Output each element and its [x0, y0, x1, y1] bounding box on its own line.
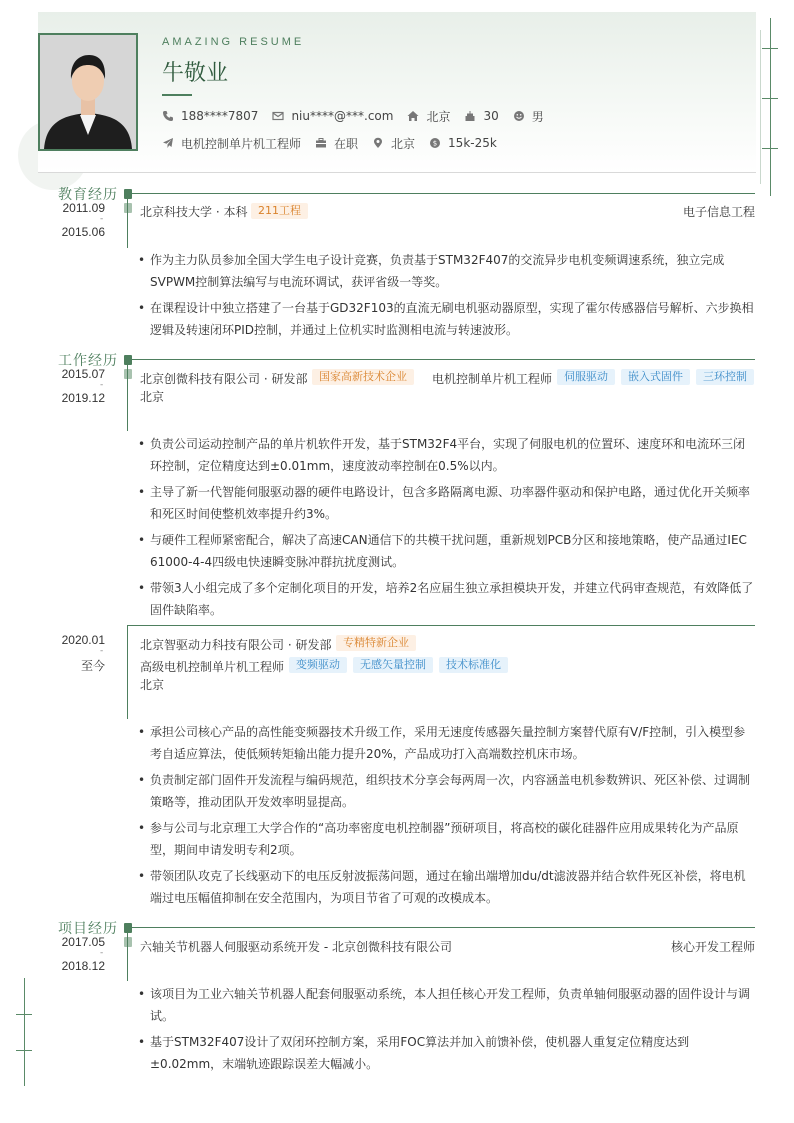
work1-skill-tag: 伺服驱动	[557, 369, 615, 385]
work1-end-date: 2019.12	[61, 391, 105, 405]
work2-bullets	[138, 721, 756, 913]
section-line	[128, 927, 755, 928]
work2-skill-tag: 技术标准化	[439, 657, 508, 673]
entry-vertical-line	[127, 927, 128, 981]
brand-text: AMAZING RESUME	[162, 36, 305, 48]
section-title-projects: 项目经历	[58, 921, 118, 937]
work2-skill-tag: 无感矢量控制	[353, 657, 433, 673]
edu-end-date: 2015.06	[61, 225, 105, 239]
proj-start-date: 2017.05	[61, 935, 105, 949]
profile-photo	[38, 33, 138, 151]
age-text: 30	[483, 109, 499, 123]
work2-company-tag: 专精特新企业	[336, 635, 416, 651]
work2-start-date: 2020.01	[61, 633, 105, 647]
section-marker	[124, 189, 132, 199]
list-item: • 在课程设计中独立搭建了一台基于GD32F103的直流无刷电机驱动器原型，实现了霍尔传感器信号解析、六步换相逻辑及转速闭环PID控制，并通过上位机实时监测相电流与转速波形。	[138, 297, 756, 341]
contact-row	[162, 107, 558, 125]
proj-name: 六轴关节机器人伺服驱动系统开发 - 北京创微科技有限公司	[140, 940, 452, 954]
gender-text: 男	[531, 109, 544, 124]
list-item: • 带领3人小组完成了多个定制化项目的开发，培养2名应届生独立承担模块开发，并建立代码审查规范，有效降低了固件缺陷率。	[138, 577, 756, 621]
proj-bullets	[138, 983, 756, 1079]
proj-end-date: 2018.12	[61, 959, 105, 973]
proj-role: 核心开发工程师	[670, 940, 755, 954]
decorative-line	[770, 18, 771, 196]
edu-school: 北京科技大学 · 本科	[140, 205, 248, 219]
location-pin-icon	[372, 137, 384, 149]
date-separator: -	[100, 646, 104, 656]
work1-bullets	[138, 433, 756, 625]
svg-text:$: $	[432, 139, 438, 148]
date-separator: -	[100, 214, 104, 224]
phone-icon	[162, 110, 174, 122]
entry-marker	[124, 203, 132, 213]
list-item: • 基于STM32F407设计了双闭环控制方案，采用FOC算法并加入前馈补偿，使机器人重复定位精度达到±0.02mm，末端轨迹跟踪误差大幅减小。	[138, 1031, 756, 1075]
briefcase-icon	[315, 137, 327, 149]
list-item: • 与硬件工程师紧密配合，解决了高速CAN通信下的共模干扰问题，重新规划PCB分区和接地策略，使产品通过IEC 61000-4-4四级电快速瞬变脉冲群抗扰度测试。	[138, 529, 756, 573]
decorative-tick	[762, 48, 778, 49]
entry-vertical-line	[127, 359, 128, 431]
entry-vertical-line	[127, 193, 128, 248]
section-title-work: 工作经历	[58, 353, 118, 369]
decorative-line	[24, 978, 25, 1086]
work2-company: 北京智驱动力科技有限公司 · 研发部	[140, 638, 332, 652]
list-item: • 主导了新一代智能伺服驱动器的硬件电路设计，包含多路隔离电源、功率器件驱动和保护电路，通过优化开关频率和死区时间使整机效率提升约3%。	[138, 481, 756, 525]
edu-start-date: 2011.09	[62, 201, 105, 215]
work1-skill-tag: 嵌入式固件	[621, 369, 690, 385]
work2-city: 北京	[140, 678, 165, 692]
cake-icon	[464, 110, 476, 122]
section-line	[128, 193, 755, 194]
job-location-text: 北京	[391, 136, 416, 151]
list-item: • 负责公司运动控制产品的单片机软件开发，基于STM32F4平台，实现了伺服电机的位置环、速度环和电流环三闭环控制，定位精度达到±0.01mm，速度波动率控制在0.5%以内。	[138, 433, 756, 477]
job-intent-row	[162, 134, 511, 152]
work1-company: 北京创微科技有限公司 · 研发部	[140, 372, 308, 386]
candidate-name: 牛敬业	[162, 61, 229, 86]
mail-icon	[272, 110, 284, 122]
work1-position: 电机控制单片机工程师	[432, 372, 553, 386]
decorative-tick	[762, 98, 778, 99]
list-item: • 带领团队攻克了长线驱动下的电压反射波振荡问题，通过在输出端增加du/dt滤波器并结合软件死区补偿，将电机端过电压幅值抑制在安全范围内，为项目节省了可观的改模成本。	[138, 865, 756, 909]
decorative-line	[760, 30, 761, 184]
city-text: 北京	[426, 109, 451, 124]
section-marker	[124, 923, 132, 933]
job-salary	[429, 136, 497, 150]
entry-marker	[124, 369, 132, 379]
job-status-text: 在职	[334, 136, 359, 151]
section-title-education: 教育经历	[58, 187, 118, 203]
email-text: niu****@***.com	[291, 109, 394, 123]
edu-bullets	[138, 249, 756, 345]
job-status	[315, 135, 358, 152]
list-item: • 参与公司与北京理工大学合作的“高功率密度电机控制器”预研项目，将高校的碳化硅器件应用成果转化为产品原型，期间申请发明专利2项。	[138, 817, 756, 861]
entry-divider	[128, 625, 755, 626]
contact-city	[407, 108, 450, 125]
edu-major: 电子信息工程	[682, 205, 755, 219]
date-separator: -	[100, 948, 104, 958]
section-line	[128, 359, 755, 360]
contact-age	[464, 109, 498, 123]
edu-tag: 211工程	[251, 203, 308, 219]
work1-start-date: 2015.07	[61, 367, 105, 381]
contact-email	[272, 109, 393, 123]
phone-text: 188****7807	[181, 109, 259, 123]
header-divider	[38, 172, 756, 173]
work2-position: 高级电机控制单片机工程师	[140, 660, 285, 674]
work1-company-tag: 国家高新技术企业	[312, 369, 414, 385]
decorative-tick	[16, 1014, 32, 1015]
decorative-tick	[762, 148, 778, 149]
entry-marker	[124, 937, 132, 947]
list-item: • 承担公司核心产品的高性能变频器技术升级工作，采用无速度传感器矢量控制方案替代原有V/F控制，引入模型参考自适应算法，使低频转矩输出能力提升20%，产品成功打入高端数控机床市场。	[138, 721, 756, 765]
send-icon	[162, 137, 174, 149]
date-separator: -	[100, 380, 104, 390]
work1-city: 北京	[140, 390, 165, 404]
name-underline	[162, 94, 192, 96]
smile-icon	[513, 110, 525, 122]
work2-skill-tag: 变频驱动	[289, 657, 347, 673]
entry-vertical-line	[127, 625, 128, 719]
job-title	[162, 135, 301, 152]
job-location	[372, 135, 415, 152]
decorative-tick	[16, 1050, 32, 1051]
list-item: • 作为主力队员参加全国大学生电子设计竞赛，负责基于STM32F407的交流异步电机变频调速系统，独立完成SVPWM控制算法编写与电流环调试，获评省级一等奖。	[138, 249, 756, 293]
section-marker	[124, 355, 132, 365]
job-salary-text: 15k-25k	[448, 136, 497, 150]
coin-icon	[429, 137, 441, 149]
home-icon	[407, 110, 419, 122]
work1-skill-tag: 三环控制	[696, 369, 754, 385]
work2-end-date: 至今	[80, 659, 105, 673]
contact-gender	[513, 108, 544, 125]
job-title-text: 电机控制单片机工程师	[181, 136, 302, 151]
contact-phone	[162, 109, 258, 123]
list-item: • 该项目为工业六轴关节机器人配套伺服驱动系统，本人担任核心开发工程师，负责单轴伺服驱动器的固件设计与调试。	[138, 983, 756, 1027]
list-item: • 负责制定部门固件开发流程与编码规范，组织技术分享会每两周一次，内容涵盖电机参数辨识、死区补偿、过调制策略等，推动团队开发效率明显提高。	[138, 769, 756, 813]
